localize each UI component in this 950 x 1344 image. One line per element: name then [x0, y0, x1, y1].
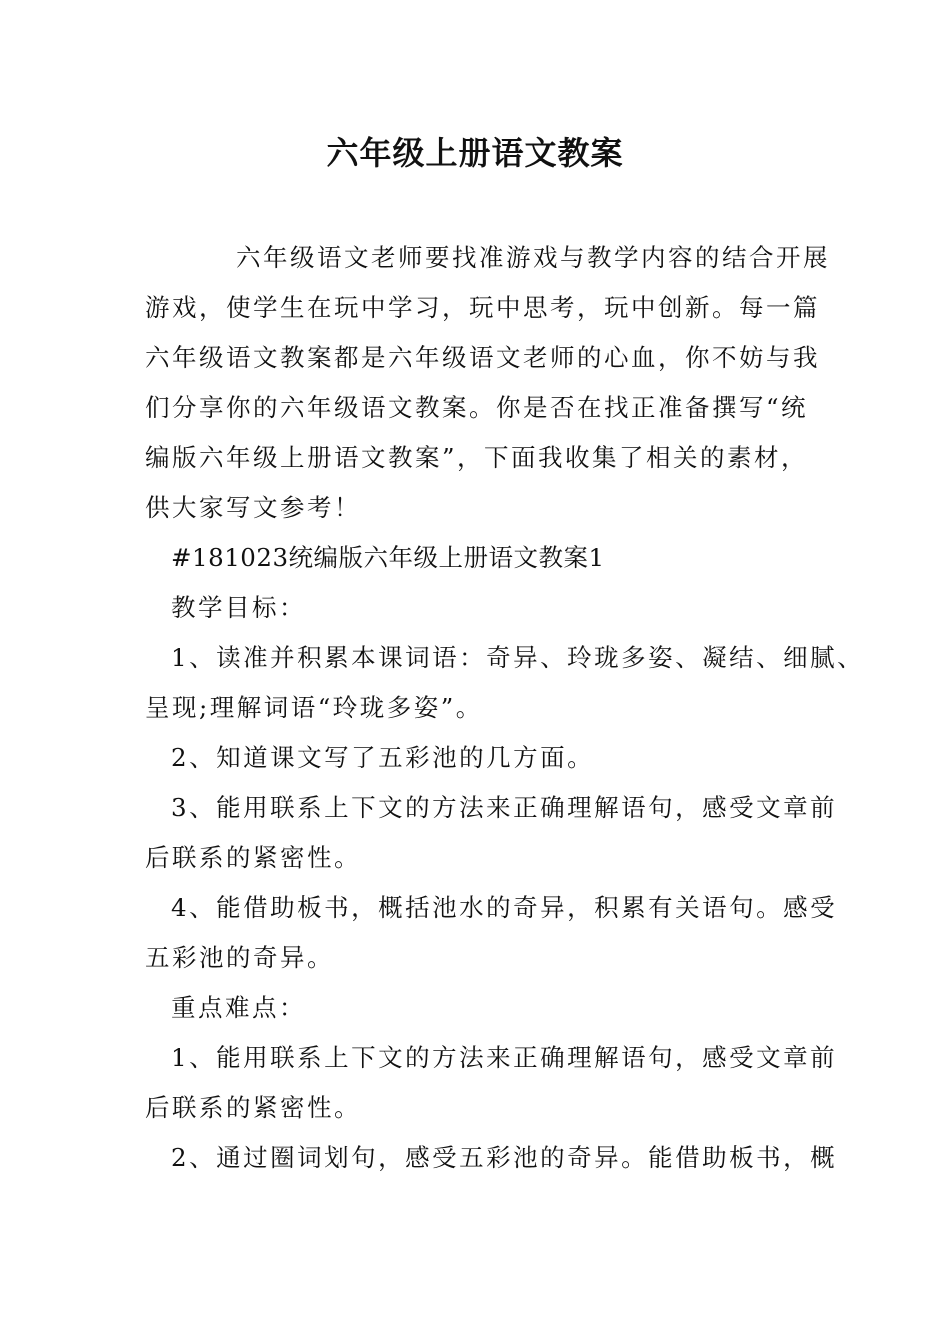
- paragraph-line: 游戏，使学生在玩中学习，玩中思考，玩中创新。每一篇: [145, 293, 820, 322]
- list-item-continuation: 呈现;理解词语“玲珑多姿”。: [145, 693, 483, 722]
- list-item: 3、能用联系上下文的方法来正确理解语句，感受文章前: [171, 793, 838, 822]
- document-title: 六年级上册语文教案: [326, 134, 624, 172]
- list-item: 2、通过圈词划句，感受五彩池的奇异。能借助板书，概: [171, 1143, 838, 1172]
- list-item-continuation: 五彩池的奇异。: [145, 943, 334, 972]
- subheading: 重点难点：: [171, 993, 306, 1022]
- paragraph-line: 六年级语文老师要找准游戏与教学内容的结合开展: [236, 243, 830, 272]
- paragraph-line: 供大家写文参考！: [145, 493, 361, 522]
- paragraph-line: 们分享你的六年级语文教案。你是否在找正准备撰写“统: [145, 393, 809, 422]
- list-item: 2、知道课文写了五彩池的几方面。: [171, 743, 595, 772]
- subheading: 教学目标：: [171, 593, 306, 622]
- list-item-continuation: 后联系的紧密性。: [145, 843, 361, 872]
- section-heading: #181023统编版六年级上册语文教案1: [171, 543, 605, 572]
- list-item-continuation: 后联系的紧密性。: [145, 1093, 361, 1122]
- list-item: 1、能用联系上下文的方法来正确理解语句，感受文章前: [171, 1043, 838, 1072]
- paragraph-line: 六年级语文教案都是六年级语文老师的心血，你不妨与我: [145, 343, 820, 372]
- list-item: 4、能借助板书，概括池水的奇异，积累有关语句。感受: [171, 893, 838, 922]
- list-item: 1、读准并积累本课词语：奇异、玲珑多姿、凝结、细腻、: [171, 643, 865, 672]
- paragraph-line: 编版六年级上册语文教案”，下面我收集了相关的素材，: [145, 443, 809, 472]
